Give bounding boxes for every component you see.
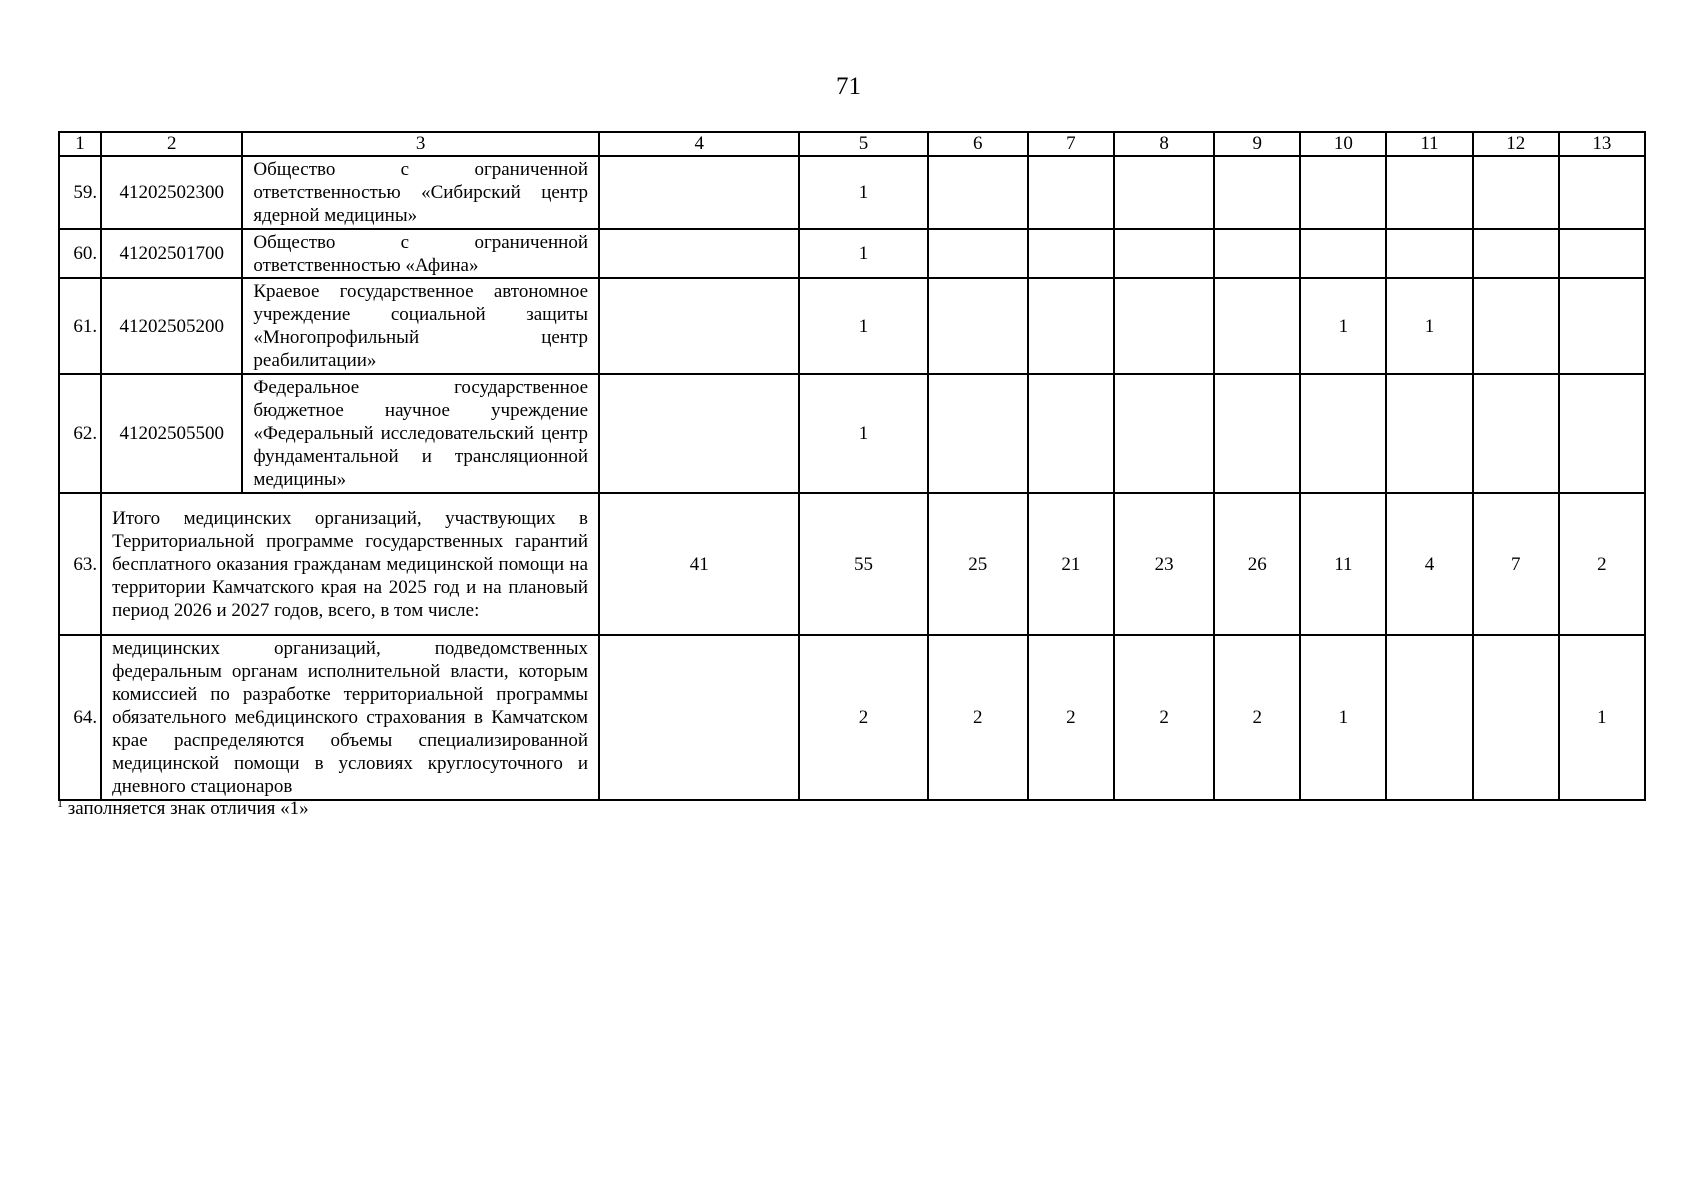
header-cell: 4 (599, 132, 799, 156)
value-cell (1028, 229, 1114, 278)
header-row (59, 132, 1645, 156)
value-cell: 21 (1028, 493, 1114, 635)
value-cell: 2 (799, 635, 927, 800)
value-cell (1473, 635, 1559, 800)
row-code: 41202501700 (101, 229, 242, 278)
value-cell (928, 374, 1028, 493)
value-cell: 25 (928, 493, 1028, 635)
value-cell (1559, 229, 1645, 278)
value-cell (1300, 156, 1386, 229)
row-number: 61. (59, 278, 101, 374)
value-cell: 1 (1559, 635, 1645, 800)
value-cell (1386, 229, 1472, 278)
row-name: Краевое государственное автономное учреждение социальной защиты «Многопрофильный центр реабилитации» (242, 278, 599, 374)
value-cell: 2 (1559, 493, 1645, 635)
row-name: Итого медицинских организаций, участвующих в Территориальной программе государственных гарантий бесплатного оказания гражданам медицинской помощи на территории Камчатского края на 2025 год и на плановый период 2026 и 2027 годов, всего, в том числе: (101, 493, 599, 635)
value-cell (928, 278, 1028, 374)
value-cell (1214, 156, 1300, 229)
header-cell: 12 (1473, 132, 1559, 156)
row-code: 41202505500 (101, 374, 242, 493)
row-number: 60. (59, 229, 101, 278)
value-cell (928, 156, 1028, 229)
row-name: Общество с ограниченной ответственностью «Сибирский центр ядерной медицины» (242, 156, 599, 229)
value-cell (599, 156, 799, 229)
value-cell (1214, 229, 1300, 278)
value-cell (1214, 374, 1300, 493)
value-cell (599, 635, 799, 800)
value-cell (1300, 374, 1386, 493)
value-cell (1386, 156, 1472, 229)
value-cell (1114, 229, 1214, 278)
footnote (57, 797, 309, 820)
value-cell (1386, 635, 1472, 800)
table-row (59, 278, 1645, 374)
value-cell: 1 (799, 229, 927, 278)
header-cell: 1 (59, 132, 101, 156)
value-cell (1214, 278, 1300, 374)
row-code: 41202505200 (101, 278, 242, 374)
value-cell: 55 (799, 493, 927, 635)
value-cell: 1 (799, 156, 927, 229)
value-cell: 23 (1114, 493, 1214, 635)
header-cell: 10 (1300, 132, 1386, 156)
value-cell (1559, 278, 1645, 374)
value-cell (599, 229, 799, 278)
header-cell: 2 (101, 132, 242, 156)
footnote-text: заполняется знак отличия «1» (63, 798, 309, 819)
row-name: медицинских организаций, подведомственных федеральным органам исполнительной власти, которым комиссией по разработке территориальной программы обязательного ме6дицинского страхования в Камчатском крае распределяются объемы специализированной медицинской помощи в условиях круглосуточного и дневного стационаров (101, 635, 599, 800)
header-cell: 11 (1386, 132, 1472, 156)
value-cell: 11 (1300, 493, 1386, 635)
page-number: 71 (836, 73, 861, 100)
value-cell: 41 (599, 493, 799, 635)
value-cell: 1 (1300, 278, 1386, 374)
table-row (59, 229, 1645, 278)
value-cell: 1 (1300, 635, 1386, 800)
value-cell (1028, 374, 1114, 493)
row-code: 41202502300 (101, 156, 242, 229)
row-name: Общество с ограниченной ответственностью «Афина» (242, 229, 599, 278)
row-name: Федеральное государственное бюджетное научное учреждение «Федеральный исследовательский центр фундаментальной и трансляционной медицины» (242, 374, 599, 493)
header-cell: 8 (1114, 132, 1214, 156)
value-cell (1300, 229, 1386, 278)
row-number: 63. (59, 493, 101, 635)
value-cell (1473, 229, 1559, 278)
value-cell: 2 (1114, 635, 1214, 800)
header-cell: 7 (1028, 132, 1114, 156)
footnote-marker: 1 (57, 796, 63, 810)
value-cell (1473, 156, 1559, 229)
value-cell: 2 (928, 635, 1028, 800)
value-cell (1559, 156, 1645, 229)
value-cell (1114, 156, 1214, 229)
table-row (59, 635, 1645, 800)
value-cell: 26 (1214, 493, 1300, 635)
value-cell (1114, 278, 1214, 374)
row-number: 62. (59, 374, 101, 493)
value-cell (1028, 156, 1114, 229)
value-cell (1559, 374, 1645, 493)
table-row (59, 374, 1645, 493)
value-cell: 1 (799, 374, 927, 493)
value-cell (1473, 278, 1559, 374)
value-cell: 2 (1214, 635, 1300, 800)
table-row (59, 156, 1645, 229)
value-cell: 7 (1473, 493, 1559, 635)
value-cell (1028, 278, 1114, 374)
table-row (59, 493, 1645, 635)
value-cell: 1 (1386, 278, 1472, 374)
value-cell: 4 (1386, 493, 1472, 635)
value-cell (599, 374, 799, 493)
header-cell: 13 (1559, 132, 1645, 156)
value-cell: 2 (1028, 635, 1114, 800)
value-cell (1386, 374, 1472, 493)
value-cell (1114, 374, 1214, 493)
row-number: 59. (59, 156, 101, 229)
header-cell: 6 (928, 132, 1028, 156)
value-cell (599, 278, 799, 374)
value-cell: 1 (799, 278, 927, 374)
value-cell (928, 229, 1028, 278)
row-number: 64. (59, 635, 101, 800)
header-cell: 5 (799, 132, 927, 156)
data-table (58, 131, 1646, 801)
value-cell (1473, 374, 1559, 493)
header-cell: 3 (242, 132, 599, 156)
header-cell: 9 (1214, 132, 1300, 156)
